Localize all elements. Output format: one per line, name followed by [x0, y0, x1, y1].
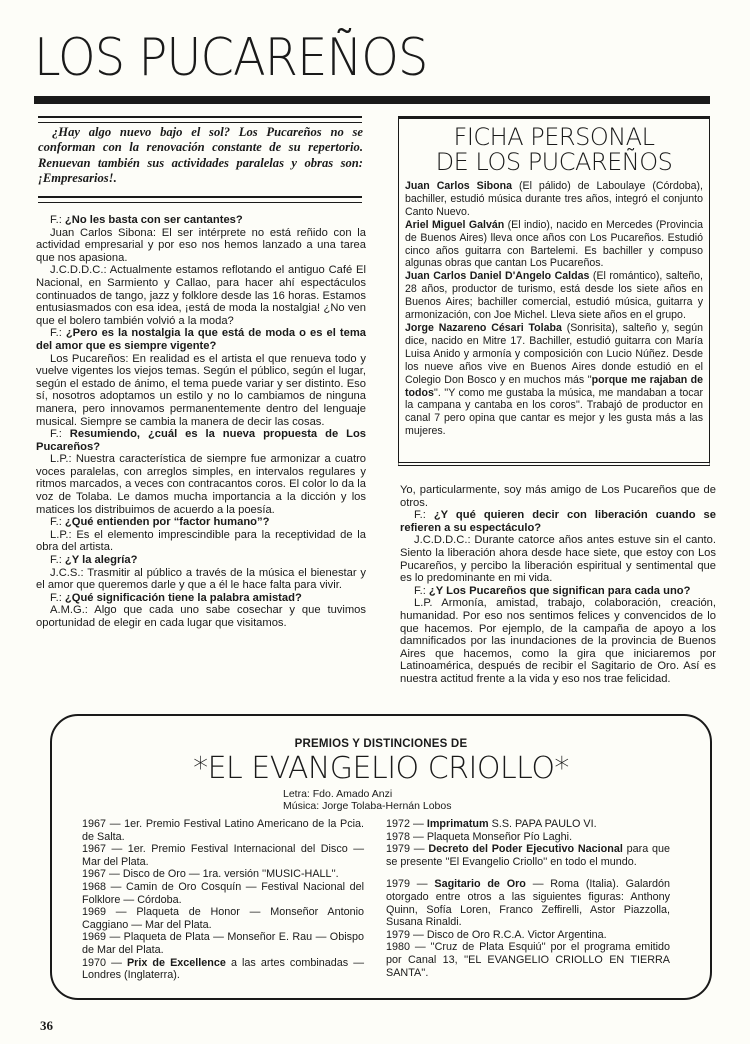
intro-text: ¿Hay algo nuevo bajo el sol? Los Pucareños no se conforman con la renovación constante de su repertorio. Renuevan también sus actividades paralelas y obras son: ¡Empresarios!.: [38, 125, 363, 186]
title-rule: [34, 96, 710, 104]
question-text: ¿Y la alegría?: [64, 554, 138, 567]
interview-question: [36, 554, 366, 567]
speaker-label: F.:: [414, 584, 426, 597]
speaker-label: A.M.G.:: [50, 604, 88, 617]
speaker-label: F.:: [50, 591, 62, 604]
intro-top-rule: [38, 116, 362, 123]
award-year: 1972: [386, 818, 411, 830]
award-year: 1968: [82, 880, 107, 893]
award-year: 1979: [386, 878, 411, 891]
award-detail: 1er. Premio Festival Latino Americano de la Pcia. de Salta.: [82, 818, 365, 843]
answer-text: Durante catorce años antes estuve sin el canto. Siento la liberación ahora desde hace siete, que estoy con Los Pucareños, y percibo la liberación espiritual y sentimental que es lo predominante en mi vida.: [400, 534, 716, 585]
question-text: ¿Y qué quieren decir con liberación cuando se refieren a su espectáculo?: [400, 509, 716, 534]
answer-text: Armonía, amistad, trabajo, colaboración, creación, humanidad. Por eso nos sentimos felices y convencidos de lo que hacemos. Por ejemplo, de la campaña de apoyo a los damnificados por las inundaciones de la provincia de Buenos Aires que hacemos, como la gira que iniciaremos por Latinoamérica, después de recibir el Sagitario de Oro. Así es nuestra actitud frente a la vida y eso nos trae felicidad.: [400, 597, 716, 685]
award-item: 1967 — Disco de Oro — 1ra. versión ''MUSIC-HALL''.: [82, 868, 339, 881]
interview-answer: [36, 227, 366, 265]
ficha-member: [405, 322, 703, 438]
speaker-label: Juan Carlos Sibona:: [50, 226, 156, 239]
ficha-title: [405, 125, 703, 175]
speaker-label: J.C.D.D.C.:: [414, 534, 471, 547]
question-text: Resumiendo, ¿cuál es la nueva propuesta de Los Pucareños?: [36, 428, 366, 453]
member-name: Juan Carlos Sibona: [405, 180, 512, 192]
speaker-label: F.:: [414, 509, 426, 522]
award-year: 1969: [82, 931, 107, 944]
ficha-member: [405, 270, 703, 322]
award-detail: Camin de Oro Cosquín — Festival Nacional del Folklore — Córdoba.: [82, 880, 364, 906]
member-name: Ariel Miguel Galván: [405, 218, 505, 231]
interview-answer: [400, 597, 716, 685]
member-bio-cont: ''. ''Y como me gustaba la música, me mandaban a tocar la campana y cantaba en los coros''. Trabajó de productor en canal 7 pero opina que cantar es mejor y les gusta más a las mujeres.: [405, 386, 703, 438]
speaker-label: Los Pucareños:: [50, 352, 129, 365]
ficha-member: [405, 219, 703, 271]
award-name: Prix de Excellence: [126, 956, 226, 969]
award-year: 1978: [386, 830, 411, 843]
answer-text: Algo que cada uno sabe cosechar y que tuvimos oportunidad de elegir en cada lugar que visitamos.: [36, 604, 366, 629]
credit-musica: Música: Jorge Tolaba-Hernán Lobos: [283, 800, 452, 812]
interview-question: [36, 214, 366, 227]
award-item: 1979 — Disco de Oro R.C.A. Victor Argentina.: [386, 928, 607, 941]
award-year: 1967: [82, 818, 107, 830]
question-text: ¿Pero es la nostalgia la que está de moda o es el tema del amor que es siempre vigente?: [36, 327, 366, 352]
question-text: ¿Qué entienden por “factor humano”?: [64, 516, 270, 529]
interview-answer: [36, 604, 366, 629]
award-year: 1967: [82, 843, 107, 856]
speaker-label: F.:: [50, 214, 62, 226]
award-year: 1970: [82, 956, 107, 969]
award-detail: S.S. PAPA PAULO VI.: [488, 818, 597, 830]
award-detail: Plaqueta de Plata — Monseñor E. Rau — Obispo de Mar del Plata.: [82, 931, 365, 956]
award-item: 1967 — 1er. Premio Festival Latino Americano de la Pcia. de Salta.: [82, 818, 365, 843]
spacer: [386, 868, 670, 878]
award-item: 1979 — Decreto del Poder Ejecutivo Nacional para que se presente ''El Evangelio Criollo'' en todo el mundo.: [386, 843, 671, 868]
award-detail: Disco de Oro R.C.A. Victor Argentina.: [426, 928, 607, 941]
awards-box: [50, 714, 712, 1000]
answer-text: Es el elemento imprescindible para la receptividad de la obra del artista.: [36, 528, 367, 554]
award-name: Sagitario de Oro: [434, 878, 526, 891]
interview-answer: [36, 353, 366, 429]
award-year: 1967: [82, 868, 107, 881]
member-bio: (El pálido) de Laboulaye (Córdoba), bachiller, estudió música durante tres años, integró el conjunto Canto Nuevo.: [405, 180, 704, 218]
question-text: ¿Qué significación tiene la palabra amistad?: [64, 591, 302, 604]
award-detail: a las artes combinadas — Londres (Inglaterra).: [82, 956, 365, 982]
speaker-label: F.:: [50, 327, 62, 340]
member-name: Jorge Nazareno Césari Tolaba: [405, 321, 562, 334]
awards-list-right: [386, 818, 670, 979]
answer-text: Nuestra característica de siempre fue armonizar a cuatro voces paralelas, con arreglos simples, en intervalos regulares y ritmos marcados, a veces con contracantos coros. El color lo da la voz de Tolaba. Le damos mucha importancia a la dicción y los matices los distribuimos de acuerdo a la poesía.: [36, 453, 367, 516]
answer-text: En realidad es el artista el que renueva todo y vuelve vigentes los viejos temas. Según el público, según el lugar, según el estado de ánimo, el tema puede variar y ser distinto. Eso sí, nosotros adoptamos un estilo y no lo cambiamos de ninguna manera, pero innovamos permanentemente dentro del lenguaje musical. Siempre se cambia la manera de decir las cosas.: [36, 352, 367, 428]
member-quote: porque me rajaban de todos: [405, 373, 703, 399]
interview-answer: [36, 264, 366, 327]
awards-title: *EL EVANGELIO CRIOLLO*: [193, 751, 569, 786]
award-detail: Plaqueta Monseñor Pío Laghi.: [426, 830, 573, 843]
member-bio: (El romántico), salteño, 28 años, productor de turismo, está desde los siete años en Buenos Aires; bachiller comercial, estudió música, guitarra y armonización, con Joe Michel. Lleva siete años en el grupo.: [405, 270, 703, 322]
speaker-label: F.:: [50, 428, 62, 441]
interview-question: [36, 592, 366, 605]
member-name: Juan Carlos Daniel D'Angelo Caldas: [405, 270, 590, 283]
award-item: 1967 — 1er. Premio Festival Internacional del Disco — Mar del Plata.: [82, 843, 364, 868]
speaker-label: L.P.:: [50, 528, 72, 541]
award-name: Decreto del Poder Ejecutivo Nacional: [428, 843, 623, 856]
interview-left-column: [36, 214, 366, 630]
awards-list-left: [82, 818, 364, 982]
award-item: 1969 — Plaqueta de Plata — Monseñor E. Rau — Obispo de Mar del Plata.: [82, 931, 365, 956]
ficha-title-line1: FICHA PERSONAL: [453, 123, 655, 151]
award-item: 1978 — Plaqueta Monseñor Pío Laghi.: [386, 830, 573, 843]
award-detail: Disco de Oro — 1ra. versión ''MUSIC-HALL''.: [122, 868, 339, 881]
answer-text: Trasmitir al público a través de la música el bienestar y el amor que queremos darle y que a él le hace falta para vivir.: [36, 566, 367, 592]
award-detail: — Roma (Italia). Galardón otorgado entre otros a las siguientes figuras: Anthony Quinn, Sofía Loren, Franco Zeffirelli, Astor Piazzolla, Susana Rinaldi.: [386, 878, 671, 929]
answer-text: Yo, particularmente, soy más amigo de Los Pucareños que de otros.: [400, 484, 716, 509]
intro-bottom-rule: [38, 196, 362, 203]
speaker-label: J.C.S.:: [50, 566, 84, 579]
ficha-personal-box: [398, 116, 710, 466]
speaker-label: F.:: [50, 554, 62, 567]
interview-answer: [400, 484, 716, 509]
answer-text: El ser intérprete no está reñido con la actividad empresarial y por eso nos hemos lanzado a una tarea que nos apasiona.: [36, 226, 367, 264]
page-number: 36: [40, 1018, 53, 1033]
interview-answer: [36, 567, 366, 592]
interview-answer: [36, 453, 366, 516]
question-text: ¿Y Los Pucareños que significan para cada uno?: [428, 584, 691, 597]
interview-question: [36, 428, 366, 453]
interview-question: [400, 509, 716, 534]
interview-right-column: [400, 484, 716, 686]
answer-text: Actualmente estamos reflotando el antiguo Café El Nacional, en Sarmiento y Callao, para hacer ahí espectáculos continuados de tango, jazz y folklore desde las 16 horas. Estamos entusiasmados con esa idea, ¡está de moda la nostalgia! ¿No ven que el bolero también volvió a la moda?: [36, 264, 366, 327]
award-item: 1970 — Prix de Excellence a las artes combinadas — Londres (Inglaterra).: [82, 956, 365, 982]
speaker-label: J.C.D.D.C.:: [50, 264, 107, 277]
interview-question: [36, 516, 366, 529]
award-year: 1979: [386, 843, 411, 856]
awards-credits: [283, 788, 452, 812]
award-detail: Plaqueta de Honor — Monseñor Antonio Caggiano — Mar del Plata.: [82, 906, 364, 931]
ficha-title-line2: DE LOS PUCAREÑOS: [435, 148, 673, 176]
member-bio: (El indio), nacido en Mercedes (Provincia de Buenos Aires) lleva once años con Los Pucareños. Estudió cinco años guitarra con Bartelemi. Es bachiller y compuso algunas obras que cantan Los Pucareños.: [405, 218, 703, 270]
speaker-label: F.:: [50, 516, 62, 529]
interview-answer: [36, 529, 366, 554]
award-detail: ''Cruz de Plata Esquiú'' por el programa emitido por Canal 13, ''EL EVANGELIO CRIOLLO EN TIERRA SANTA''.: [386, 941, 671, 979]
award-item: 1969 — Plaqueta de Honor — Monseñor Antonio Caggiano — Mar del Plata.: [82, 906, 364, 931]
credit-letra: Letra: Fdo. Amado Anzi: [283, 788, 393, 800]
awards-pretitle: PREMIOS Y DISTINCIONES DE: [294, 738, 468, 750]
award-detail: para que se presente ''El Evangelio Criollo'' en todo el mundo.: [386, 843, 671, 868]
award-year: 1980: [386, 941, 411, 954]
interview-answer: [400, 534, 716, 584]
award-item: 1980 — ''Cruz de Plata Esquiú'' por el programa emitido por Canal 13, ''EL EVANGELIO CRIOLLO EN TIERRA SANTA''.: [386, 941, 671, 979]
award-year: 1979: [386, 928, 411, 941]
ficha-member: [405, 180, 703, 219]
award-detail: 1er. Premio Festival Internacional del Disco — Mar del Plata.: [82, 843, 364, 868]
award-item: 1979 — Sagitario de Oro — Roma (Italia). Galardón otorgado entre otros a las siguientes figuras: Anthony Quinn, Sofía Loren, Franco Zeffirelli, Astor Piazzolla, Susana Rinaldi.: [386, 878, 671, 929]
speaker-label: L.P.:: [50, 453, 72, 466]
award-name: Imprimatum: [426, 818, 489, 830]
interview-question: [400, 585, 716, 598]
question-text: ¿No les basta con ser cantantes?: [64, 214, 243, 226]
page-title: LOS PUCAREÑOS: [34, 28, 428, 88]
award-item: 1972 — Imprimatum S.S. PAPA PAULO VI.: [386, 818, 597, 830]
interview-question: [36, 327, 366, 352]
ficha-body: [405, 180, 703, 438]
award-year: 1969: [82, 906, 107, 919]
member-bio: (Sonrisita), salteño y, según dice, nacido en Mitre 17. Bachiller, estudió guitarra con María Luisa Anido y armonía y composición con Lucio Núñez. Desde los nueve años vive en Buenos Aires donde estudió en el Colegio Don Bosco y en muchos más '': [405, 321, 703, 386]
award-item: 1968 — Camin de Oro Cosquín — Festival Nacional del Folklore — Córdoba.: [82, 880, 364, 906]
speaker-label: L.P.: [414, 597, 433, 610]
